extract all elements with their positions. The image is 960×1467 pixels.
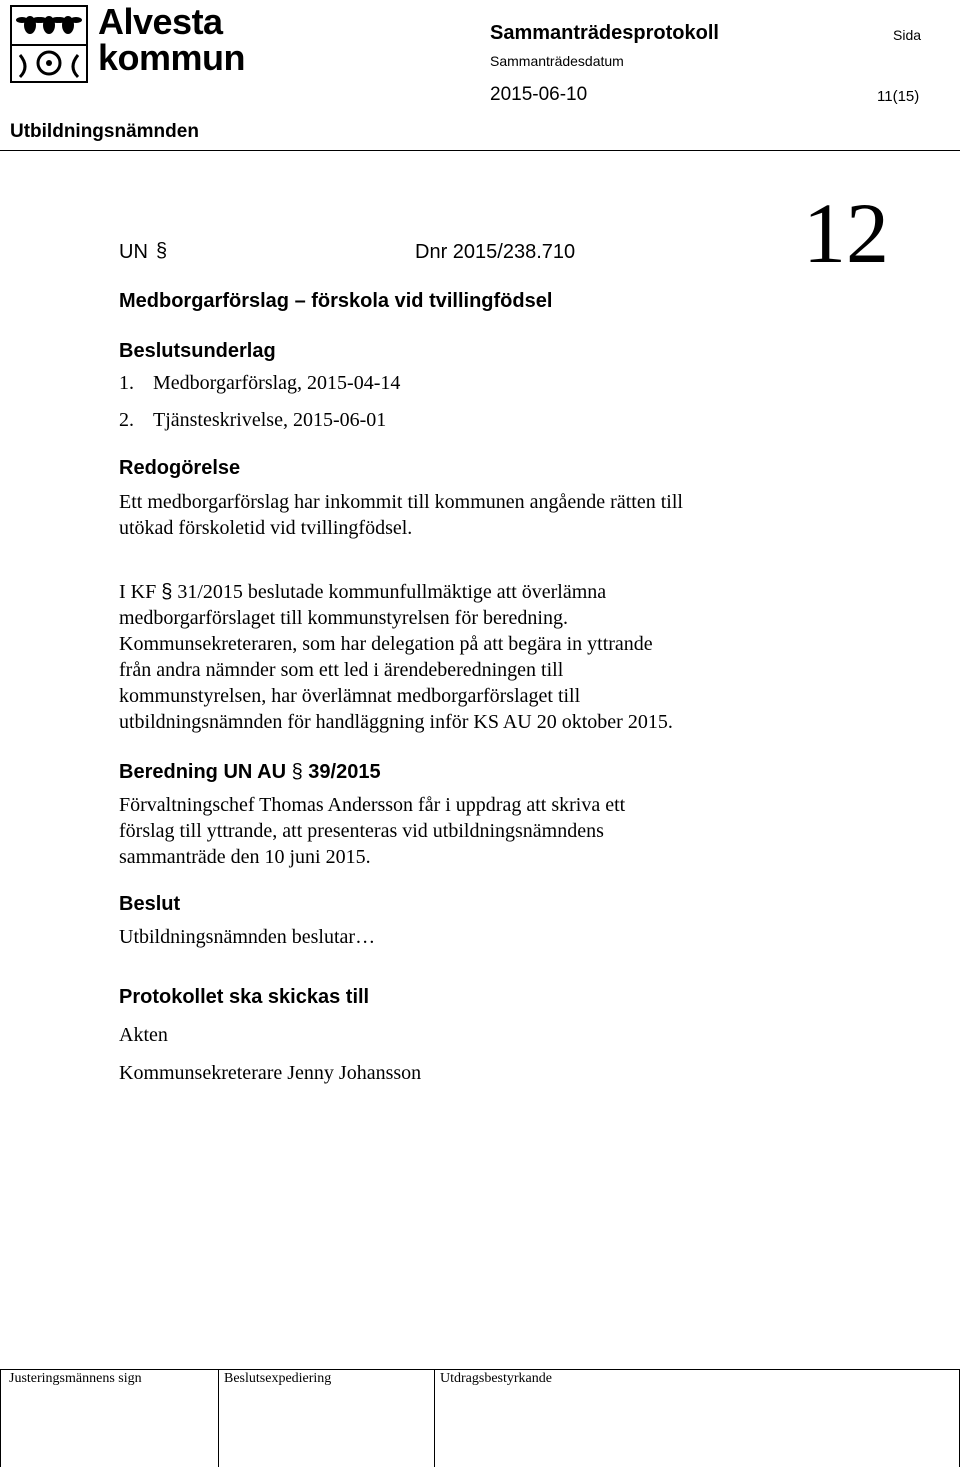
text-line: förslag till yttrande, att presenteras vid utbildningsnämndens bbox=[119, 820, 604, 842]
page-number: 11(15) bbox=[877, 88, 920, 105]
text-line: Ett medborgarförslag har inkommit till kommunen angående rätten till bbox=[119, 491, 683, 513]
text-line: utbildningsnämnden för handläggning inför KS AU 20 oktober 2015. bbox=[119, 711, 673, 733]
committee-code: UN bbox=[119, 241, 148, 263]
beredning-heading-number: 39/2015 bbox=[308, 761, 381, 783]
redogorelse-heading: Redogörelse bbox=[119, 457, 241, 479]
beslutsunderlag-heading: Beslutsunderlag bbox=[119, 340, 276, 362]
footer-column-border bbox=[434, 1369, 435, 1467]
meeting-date: 2015-06-10 bbox=[490, 84, 588, 105]
beslut-heading: Beslut bbox=[119, 893, 181, 915]
logo-text-alvesta: Alvesta bbox=[98, 1, 223, 42]
paragraph-number: 12 bbox=[803, 185, 889, 281]
text-line: sammanträde den 10 juni 2015. bbox=[119, 846, 371, 868]
text-line: utökad förskoletid vid tvillingfödsel. bbox=[119, 517, 413, 539]
footer-signature-label: Justeringsmännens sign bbox=[9, 1371, 142, 1386]
list-item-text: Medborgarförslag, 2015-04-14 bbox=[153, 372, 401, 394]
beredning-heading-text: Beredning UN AU bbox=[119, 761, 287, 783]
footer-column-border bbox=[218, 1369, 219, 1467]
footer-column-border bbox=[0, 1369, 1, 1467]
text-line: kommunstyrelsen, har överlämnat medborgarförslaget till bbox=[119, 685, 581, 707]
municipality-logo bbox=[10, 1, 246, 85]
section-symbol: § bbox=[161, 581, 173, 603]
redogorelse-paragraph-2 bbox=[119, 579, 819, 735]
footer-dispatch-label: Beslutsexpediering bbox=[224, 1371, 332, 1386]
redogorelse-paragraph-1 bbox=[119, 489, 819, 541]
protokoll-heading: Protokollet ska skickas till bbox=[119, 986, 370, 1008]
list-item-number: 1. bbox=[119, 372, 134, 394]
document-title: Sammanträdesprotokoll bbox=[490, 22, 719, 44]
department-name: Utbildningsnämnden bbox=[10, 121, 199, 142]
coat-of-arms-icon bbox=[10, 5, 88, 83]
recipient: Kommunsekreterare Jenny Johansson bbox=[119, 1062, 422, 1084]
logo-text-kommun: kommun bbox=[98, 37, 246, 78]
text-line: medborgarförslaget till kommunstyrelsen för beredning. bbox=[119, 607, 568, 629]
list-item bbox=[119, 372, 400, 395]
page-label: Sida bbox=[893, 27, 922, 43]
recipient: Akten bbox=[119, 1024, 168, 1046]
text-line: från andra nämnder som ett led i ärendeberedningen till bbox=[119, 659, 564, 681]
text-line: Förvaltningschef Thomas Andersson får i uppdrag att skriva ett bbox=[119, 794, 626, 816]
kf-decision-text: 31/2015 beslutade kommunfullmäktige att överlämna bbox=[177, 581, 607, 603]
list-item-number: 2. bbox=[119, 409, 134, 431]
header-divider bbox=[0, 150, 960, 151]
section-symbol: § bbox=[291, 761, 303, 783]
section-symbol: § bbox=[156, 240, 168, 262]
text-line bbox=[119, 579, 819, 605]
beredning-paragraph bbox=[119, 792, 819, 870]
case-title: Medborgarförslag – förskola vid tvillingfödsel bbox=[119, 290, 553, 312]
beslut-text: Utbildningsnämnden beslutar… bbox=[119, 926, 376, 948]
kf-label: I KF bbox=[119, 581, 157, 603]
beredning-heading bbox=[119, 761, 381, 784]
list-item bbox=[119, 409, 386, 432]
footer-divider bbox=[0, 1369, 960, 1370]
text-line: Kommunsekreteraren, som har delegation på att begära in yttrande bbox=[119, 633, 653, 655]
list-item-text: Tjänsteskrivelse, 2015-06-01 bbox=[153, 409, 387, 431]
meeting-date-label: Sammanträdesdatum bbox=[490, 53, 624, 69]
footer-certification-label: Utdragsbestyrkande bbox=[440, 1371, 552, 1386]
case-number: Dnr 2015/238.710 bbox=[415, 241, 576, 263]
